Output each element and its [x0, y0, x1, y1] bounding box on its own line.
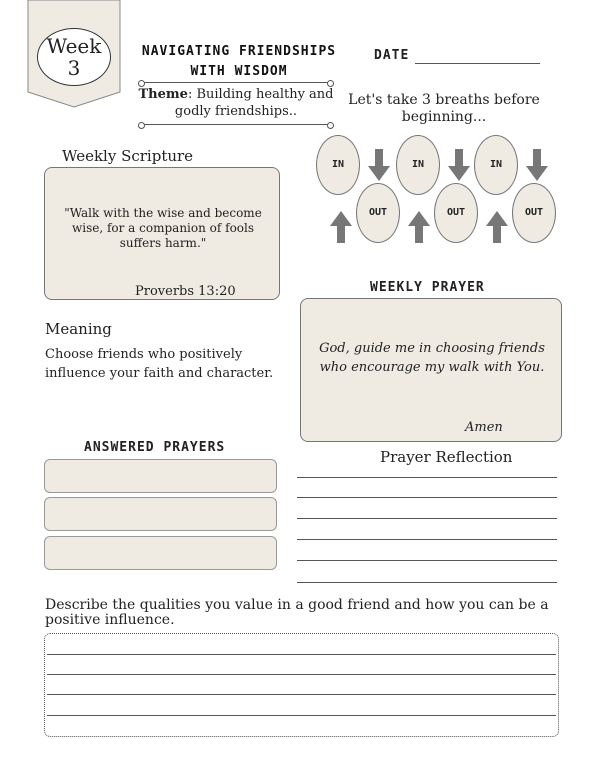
theme-label: Theme [138, 87, 188, 102]
arrow-down-icon [368, 149, 390, 181]
prayer-closing: Amen [465, 420, 503, 435]
breath-out-2: OUT [434, 183, 478, 243]
theme-value: : Building healthy and godly friendships.. [174, 87, 334, 119]
breath-instruction: Let's take 3 breaths before beginning... [348, 92, 540, 125]
date-label: DATE [374, 48, 410, 63]
breath-in-1: IN [316, 135, 360, 195]
week-number: 3 [67, 56, 81, 80]
scripture-reference: Proverbs 13:20 [135, 284, 236, 299]
page-title [130, 42, 348, 82]
theme-text [132, 86, 340, 120]
breathing-exercise [312, 133, 562, 245]
prayer-heading: WEEKLY PRAYER [370, 280, 485, 295]
scripture-box [44, 167, 280, 300]
scripture-quote: "Walk with the wise and become wise, for a companion of fools suffers harm." [64, 206, 262, 250]
breath-in-3: IN [474, 135, 518, 195]
reflection-line[interactable] [297, 518, 557, 519]
title-divider-top [141, 82, 331, 83]
prayer-text: God, guide me in choosing friends who encourage my walk with You. [319, 341, 545, 375]
reflection-line[interactable] [297, 539, 557, 540]
breath-in-2: IN [396, 135, 440, 195]
week-oval [37, 28, 111, 86]
answered-prayer-field[interactable] [44, 497, 277, 531]
writing-line [47, 715, 556, 716]
title-line-1: NAVIGATING FRIENDSHIPS [141, 44, 337, 59]
arrow-up-icon [408, 211, 430, 243]
title-divider-bottom [141, 124, 331, 125]
scripture-heading: Weekly Scripture [62, 147, 194, 165]
arrow-down-icon [448, 149, 470, 181]
reflection-line[interactable] [297, 477, 557, 478]
answered-prayer-field[interactable] [44, 459, 277, 493]
arrow-up-icon [330, 211, 352, 243]
date-field[interactable] [415, 63, 540, 64]
describe-writing-area[interactable] [44, 633, 559, 737]
reflection-line[interactable] [297, 582, 557, 583]
writing-line [47, 674, 556, 675]
breath-out-3: OUT [512, 183, 556, 243]
writing-line [47, 694, 556, 695]
reflection-line[interactable] [297, 560, 557, 561]
reflection-heading: Prayer Reflection [380, 448, 513, 466]
answered-prayers-heading: ANSWERED PRAYERS [84, 440, 226, 455]
meaning-heading: Meaning [45, 320, 112, 338]
writing-line [47, 654, 556, 655]
prayer-box [300, 298, 562, 442]
arrow-up-icon [486, 211, 508, 243]
describe-prompt: Describe the qualities you value in a good friend and how you can be a positive influence. [45, 597, 549, 628]
reflection-line[interactable] [297, 497, 557, 498]
meaning-text: Choose friends who positively influence your faith and character. [45, 347, 274, 381]
week-badge [27, 0, 121, 108]
title-line-2: WITH WISDOM [190, 64, 288, 79]
answered-prayer-field[interactable] [44, 536, 277, 570]
week-label: Week [46, 34, 102, 58]
arrow-down-icon [526, 149, 548, 181]
breath-out-1: OUT [356, 183, 400, 243]
